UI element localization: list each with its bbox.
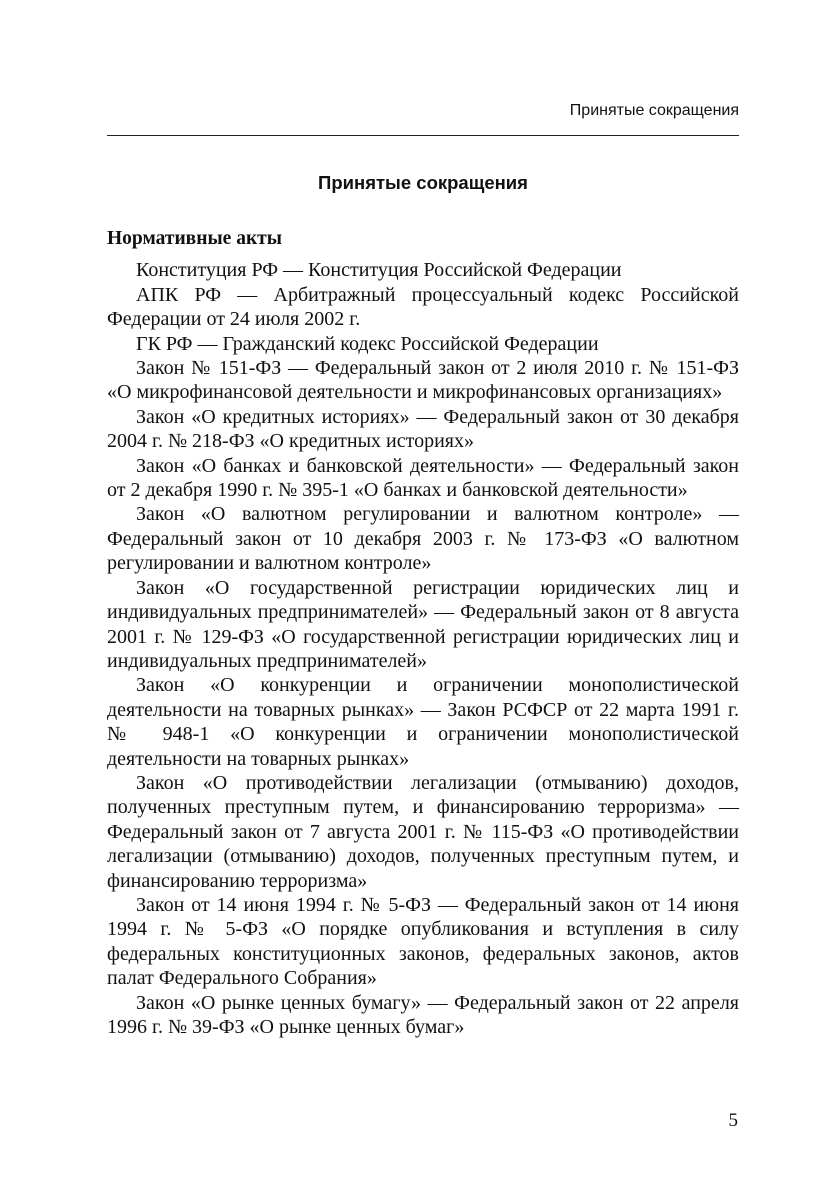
abbreviation-entry: Закон «О банках и банковской деятельности» — Федеральный закон от 2 декабря 1990 г. № 395-1 «О банках и банковской деятельности» xyxy=(107,454,739,502)
abbreviation-entry: Конституция РФ — Конституция Российской Федерации xyxy=(136,259,622,282)
abbreviation-entry: Закон «О противодействии легализации (отмыванию) доходов, полученных преступным путем, и финансированию терроризма» — Федеральный закон от 7 августа 2001 г. № 115-ФЗ «О противодействии легализации (отмыванию) доходов, полученных преступным путем, и финансированию терроризма» xyxy=(107,771,739,892)
abbreviation-entry: ГК РФ — Гражданский кодекс Российской Федерации xyxy=(136,332,599,355)
abbreviation-entry: Закон от 14 июня 1994 г. № 5-ФЗ — Федеральный закон от 14 июня 1994 г. № 5-ФЗ «О порядке опубликования и вступления в силу федеральных конституционных законов, федеральных законов, актов палат Федерального Собрания» xyxy=(107,893,739,990)
page-number: 5 xyxy=(728,1110,738,1131)
section-heading: Нормативные акты xyxy=(107,228,282,249)
abbreviation-entry: АПК РФ — Арбитражный процессуальный кодекс Российской Федерации от 24 июля 2002 г. xyxy=(107,283,739,331)
abbreviation-entry: Закон «О валютном регулировании и валютном контроле» — Федеральный закон от 10 декабря 2003 г. № 173-ФЗ «О валютном регулировании и валютном контроле» xyxy=(107,503,739,575)
abbreviation-entry: Закон № 151-ФЗ — Федеральный закон от 2 июля 2010 г. № 151-ФЗ «О микрофинансовой деятельности и микрофинансовых организациях» xyxy=(107,357,739,404)
abbreviation-entry: Закон «О кредитных историях» — Федеральный закон от 30 декабря 2004 г. № 218-ФЗ «О кредитных историях» xyxy=(107,405,739,453)
page-title: Принятые сокращения xyxy=(318,172,528,194)
abbreviation-entry: Закон «О государственной регистрации юридических лиц и индивидуальных предпринимателей» — Федеральный закон от 8 августа 2001 г. № 129-ФЗ «О государственной регистрации юридических лиц и индивидуальных предпринимателей» xyxy=(107,576,739,672)
header-divider xyxy=(107,135,739,136)
abbreviation-entry: Закон «О конкуренции и ограничении монополистической деятельности на товарных рынках» — Закон РСФСР от 22 марта 1991 г. № 948-1 «О конкуренции и ограничении монополистической деятельности на товарных рынках» xyxy=(107,674,739,770)
abbreviation-entry: Закон «О рынке ценных бумагу» — Федеральный закон от 22 апреля 1996 г. № 39-ФЗ «О рынке ценных бумаг» xyxy=(107,991,739,1038)
running-head: Принятые сокращения xyxy=(569,102,739,119)
abbreviations-section xyxy=(107,227,739,1039)
